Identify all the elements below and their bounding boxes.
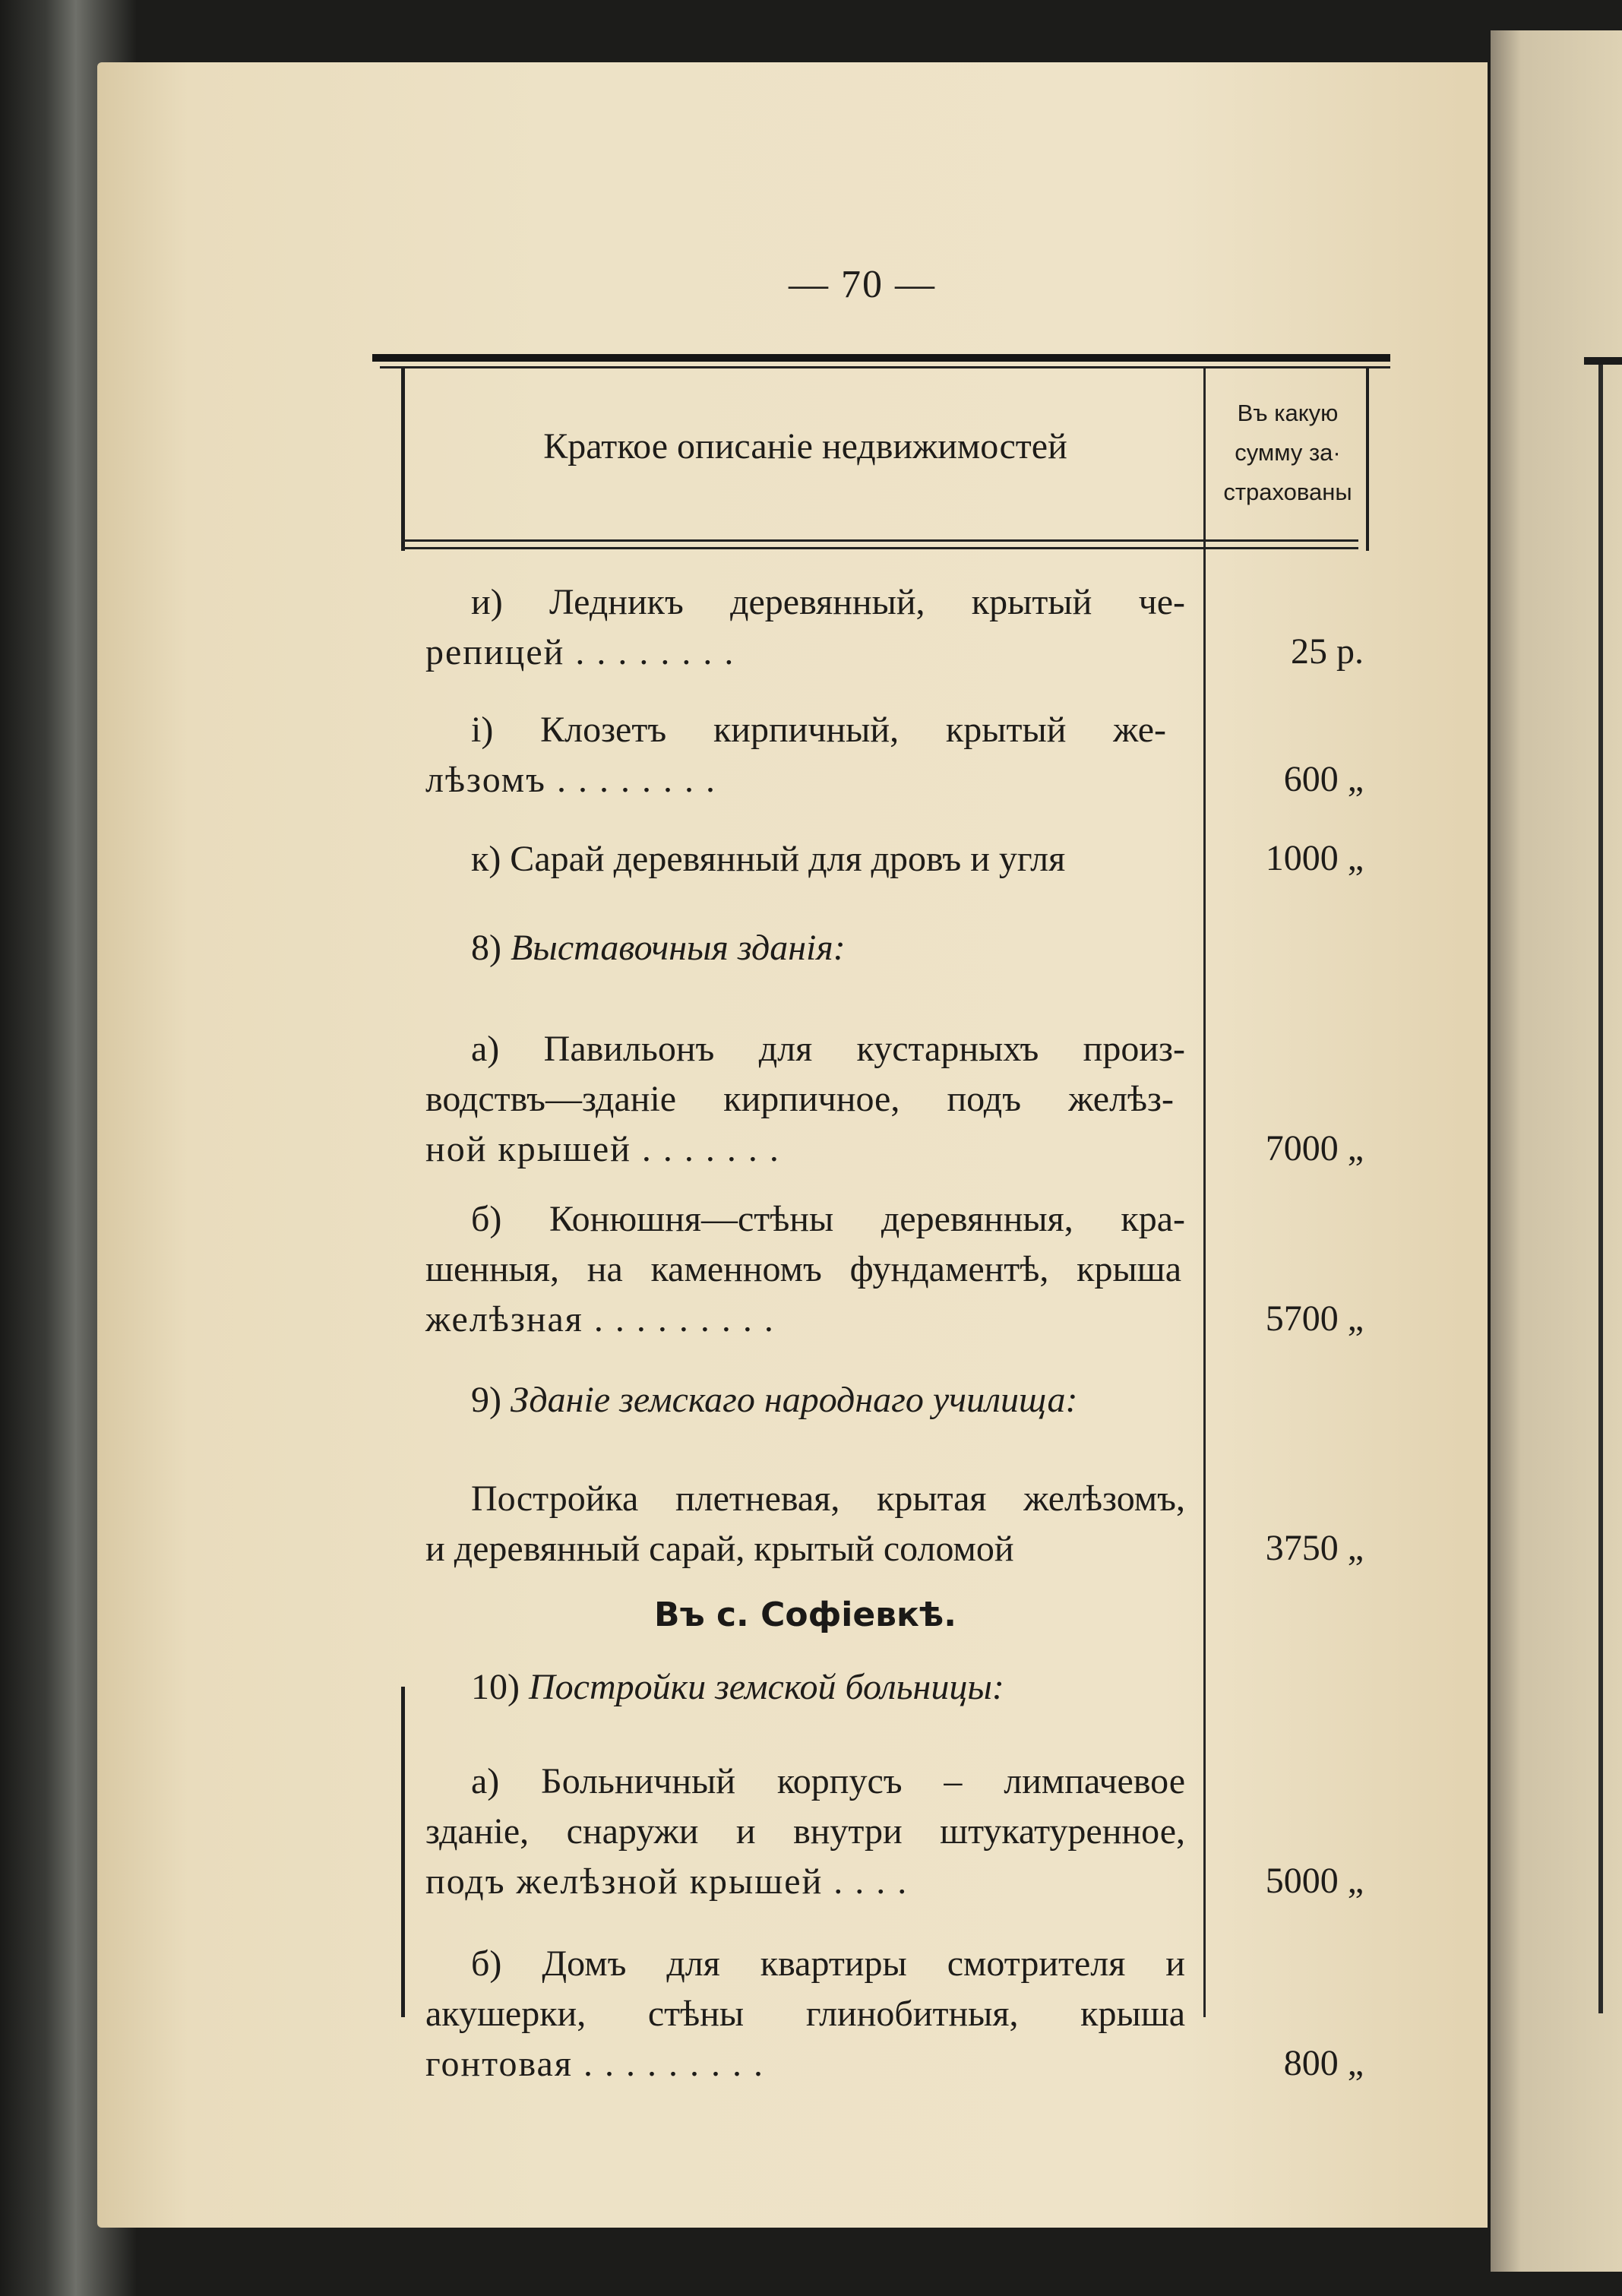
entry-amount: 1000 „ xyxy=(1265,838,1364,878)
entry-line: а) Павильонъ для кустарныхъ произ- xyxy=(471,1029,1185,1069)
entry-line: желѣзная . . . . . . . . . xyxy=(425,1299,775,1339)
entry-line: ной крышей . . . . . . . xyxy=(425,1129,780,1169)
entry-amount: 7000 „ xyxy=(1265,1128,1364,1169)
entry-line: гонтовая . . . . . . . . . xyxy=(425,2044,764,2084)
entry-amount: 5700 „ xyxy=(1265,1298,1364,1339)
entry-line: шенныя, на каменномъ фундаментѣ, крыша xyxy=(425,1249,1181,1289)
table-top-rule-thin xyxy=(380,366,1390,368)
entry-line: і) Клозетъ кирпичный, крытый же- xyxy=(471,710,1166,750)
entry-line: акушерки, стѣны глинобитныя, крыша xyxy=(425,1994,1185,2034)
entry-line: Постройка плетневая, крытая желѣзомъ, xyxy=(471,1478,1185,1519)
facing-page-rule xyxy=(1584,357,1622,365)
entry-amount: 25 р. xyxy=(1291,631,1364,672)
table-left-border xyxy=(401,368,405,551)
entry-amount: 800 „ xyxy=(1283,2043,1364,2083)
column-header-description: Краткое описаніе недвижимостей xyxy=(543,426,1067,466)
column-header-sum xyxy=(1208,394,1367,512)
entry-line: к) Сарай деревянный для дровъ и угля xyxy=(471,839,1066,879)
header-bottom-rule xyxy=(401,539,1358,542)
entry-line: б) Конюшня—стѣны деревянныя, кра- xyxy=(471,1199,1185,1239)
section-title: Зданіе земскаго народнаго училища: xyxy=(510,1380,1078,1420)
entry-line: лѣзомъ . . . . . . . . xyxy=(425,760,716,800)
entry-amount: 600 „ xyxy=(1283,759,1364,799)
section-number: 9) xyxy=(471,1380,501,1420)
section-heading xyxy=(471,1375,1200,1425)
entry-line: водствъ—зданіе кирпичное, подъ желѣз- xyxy=(425,1079,1174,1119)
column-header-sum-line2: сумму за· xyxy=(1235,439,1341,466)
section-heading xyxy=(471,923,1155,973)
section-title: Выставочныя зданія: xyxy=(510,928,846,968)
section-number: 10) xyxy=(471,1667,520,1707)
entry-line: репицей . . . . . . . . xyxy=(425,632,735,672)
column-header-sum-line3: страхованы xyxy=(1223,479,1352,505)
header-bottom-rule-double xyxy=(401,547,1358,549)
village-heading: Въ с. Софіевкѣ. xyxy=(654,1595,956,1634)
section-number: 8) xyxy=(471,928,501,968)
entry-line: и деревянный сарай, крытый соломой xyxy=(425,1529,1014,1569)
column-header-sum-line1: Въ какую xyxy=(1237,400,1339,426)
section-title: Постройки земской больницы: xyxy=(528,1667,1004,1707)
entry-line: и) Ледникъ деревянный, крытый че- xyxy=(471,582,1185,622)
entry-line: а) Больничный корпусъ – лимпачевое xyxy=(471,1761,1185,1801)
entry-line: б) Домъ для квартиры смотрителя и xyxy=(471,1943,1185,1984)
facing-page-column-line xyxy=(1598,365,1603,2013)
entry-line: зданіе, снаружи и внутри штукатуренное, xyxy=(425,1811,1185,1852)
table-column-divider xyxy=(1203,368,1206,2017)
table-left-border-lower xyxy=(401,1687,405,2017)
section-heading xyxy=(471,1662,1155,1713)
entry-amount: 3750 „ xyxy=(1265,1528,1364,1568)
page-number: — 70 — xyxy=(789,263,936,306)
entry-amount: 5000 „ xyxy=(1265,1861,1364,1901)
table-top-rule xyxy=(372,354,1390,362)
entry-line: подъ желѣзной крышей . . . . xyxy=(425,1861,909,1902)
